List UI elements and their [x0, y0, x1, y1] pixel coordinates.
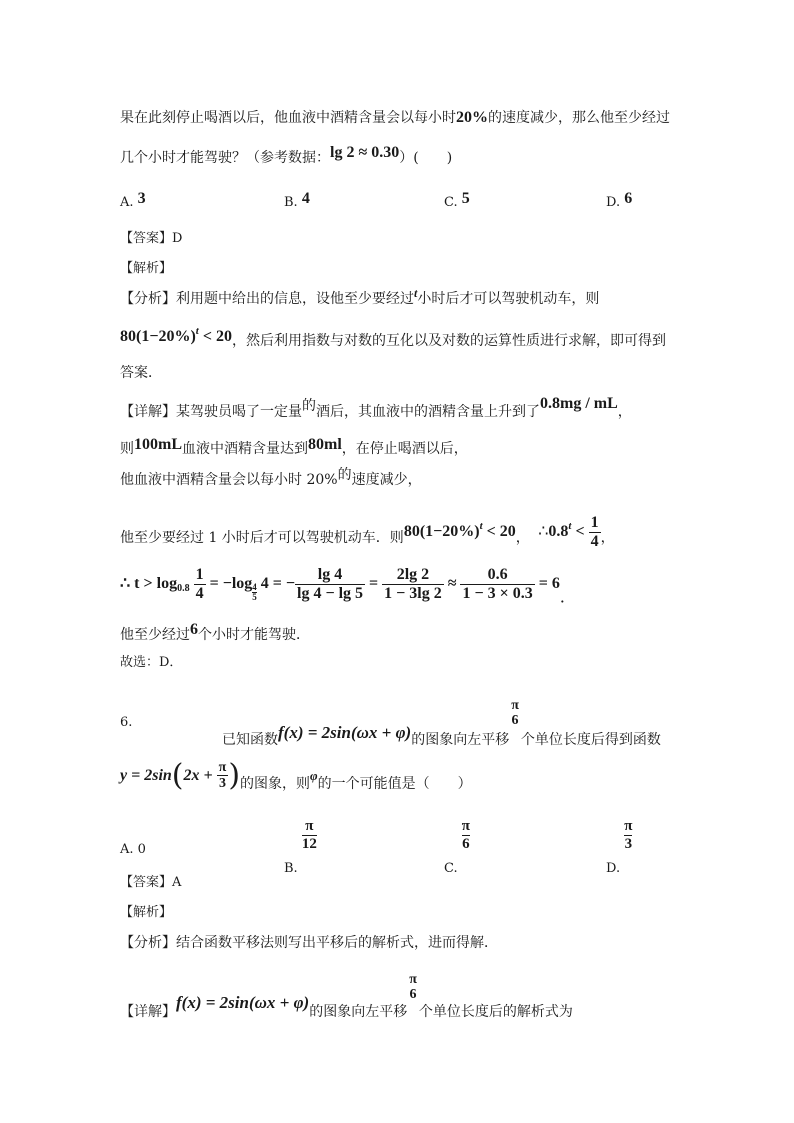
calc-approx: ≈ [443, 574, 461, 592]
function-math: f(x) = 2sin(ωx + φ) [176, 992, 310, 1012]
q6-option-d [606, 818, 633, 876]
option-label: A. [120, 842, 134, 857]
q5-inequality-line [120, 325, 666, 349]
ineq-base: 80(1−20%) [120, 328, 196, 345]
pow-base: 0.8 [548, 522, 569, 540]
q5-stem-line1 [120, 110, 670, 126]
denominator: lg 4 − lg 5 [297, 584, 364, 602]
denominator: 5 [252, 591, 257, 602]
q5-reference-math: lg 2 ≈ 0.30 [330, 144, 400, 161]
text: 的 [337, 467, 352, 483]
numerator: π [218, 760, 227, 775]
option-fraction [302, 818, 317, 852]
ineq-exp: t [195, 325, 199, 337]
denominator: 6 [409, 987, 417, 1003]
q5-stem-line2 [120, 144, 453, 166]
q5-answer: 【答案】D [120, 231, 183, 246]
q6-option-a [120, 842, 146, 857]
q5-calculation [120, 566, 576, 606]
numerator: 1 [195, 566, 204, 583]
numerator: 4 [252, 581, 257, 592]
denominator: 1 − 3lg 2 [384, 584, 442, 602]
power-inequality [538, 514, 600, 550]
q5-fenxi [120, 286, 600, 307]
q6-number: 6. [120, 715, 133, 730]
fraction [217, 760, 229, 792]
q5-option-a [120, 190, 146, 211]
numerator: 0.6 [460, 566, 534, 585]
phi-math: φ [310, 767, 318, 783]
q6-option-b [284, 818, 317, 876]
option-label: D. [606, 861, 621, 876]
ineq-exp: t [479, 519, 483, 532]
y-function-math: y = 2sin [120, 766, 172, 784]
text: ， [515, 529, 530, 546]
text: 小时后才可以驾驶机动车，则 [417, 291, 600, 307]
text: 血液中酒精含量达到 [182, 441, 308, 457]
denominator: 3 [624, 835, 633, 852]
q5-option-b [284, 190, 310, 211]
q5-stem-text: 几个小时才能驾驶？（参考数据： [120, 150, 330, 166]
text: 的图象向左平移 [309, 1003, 408, 1020]
pi-over-6 [409, 972, 417, 1003]
text: 【详解】某驾驶员喝了一定量 [120, 404, 302, 420]
denominator: 3 [218, 776, 226, 792]
log-base: 0.8 [177, 582, 190, 594]
q6-stem-line1 [222, 698, 661, 748]
numerator: 1 [590, 514, 599, 531]
q5-option-c [444, 190, 470, 211]
q5-stem-text: 的速度减少，那么他至少经过 [488, 110, 670, 126]
q5-rate-math: 20% [456, 109, 488, 126]
pow-lt: < [571, 522, 589, 540]
function-math: f(x) = 2sin(ωx + φ) [278, 722, 412, 742]
text: 个小时才能驾驶． [198, 627, 310, 643]
denominator: 4 [195, 584, 204, 602]
option-label: C. [444, 861, 458, 876]
option-label: B. [284, 195, 298, 210]
q5-inequality-line2: 答案． [120, 365, 162, 381]
therefore-symbol: ∴ [538, 522, 549, 540]
calc-eq: = −log [205, 574, 253, 592]
fraction [589, 514, 601, 550]
text: 个单位长度后的解析式为 [418, 1003, 573, 1020]
text: ， [617, 404, 632, 420]
text: ，然后利用指数与对数的互化以及对数的运算性质进行求解，即可得到 [231, 333, 666, 349]
text: 已知函数 [222, 731, 278, 748]
var-t: t [414, 286, 418, 300]
text: 他至少要经过 1 小时后才可以驾驶机动车．则 [120, 529, 404, 546]
denominator: 12 [301, 835, 317, 852]
volume-math: 100mL [134, 436, 182, 453]
q5-detail-line2 [120, 436, 468, 457]
option-label: C. [444, 195, 458, 210]
calc-eq: 4 = − [256, 574, 295, 592]
fraction [194, 566, 206, 602]
amount-math: 80ml [308, 436, 342, 453]
q6-answer: 【答案】A [120, 875, 182, 890]
option-value: 4 [301, 190, 310, 207]
pow-exp: t [568, 519, 572, 532]
option-label: D. [606, 195, 621, 210]
q6-fenxi: 【分析】结合函数平移法则写出平移后的解析式，进而得解． [120, 935, 498, 951]
q5-stem-text: ）( ) [399, 150, 453, 166]
concentration-math: 0.8mg / mL [540, 395, 618, 412]
fraction [295, 566, 365, 602]
denominator: 1 − 3 × 0.3 [462, 584, 533, 602]
text: 个单位长度后得到函数 [520, 731, 661, 748]
q5-choose: 故选：D． [120, 655, 183, 670]
ineq-base: 80(1−20%) [403, 522, 480, 540]
inequality-math [403, 519, 516, 540]
text: 则 [120, 441, 134, 457]
text: 酒后，其血液中的酒精含量上升到了 [316, 404, 540, 420]
numerator: π [461, 818, 470, 834]
paren-open: ( [171, 757, 184, 793]
denominator: 6 [511, 713, 519, 729]
text: 【分析】利用题中给出的信息，设他至少要经过 [120, 291, 414, 307]
q6-stem-line2 [120, 757, 472, 793]
denominator: 4 [590, 532, 599, 550]
option-fraction [624, 818, 632, 852]
paren-close: ) [228, 757, 241, 793]
option-value: 6 [624, 190, 633, 207]
q5-detail-line3 [120, 467, 422, 488]
text: 他血液中酒精含量会以每小时 20% [120, 472, 338, 488]
pi-over-6 [511, 698, 519, 729]
q6-detail [120, 972, 573, 1020]
numerator: π [409, 972, 417, 987]
q6-option-c [444, 818, 470, 876]
q5-option-d [606, 190, 633, 211]
q5-detail-line4: 他至少要经过 1 小时后才可以驾驶机动车．则$80(1-20\%)^t < 20$， $\therefore 0.8^t$ < $\frac{1}{4}$ ， [120, 514, 615, 550]
option-label: B. [284, 861, 298, 876]
q5-stem-text: 果在此刻停止喝酒以后，他血液中酒精含量会以每小时 [120, 110, 456, 126]
calc-dot: ． [559, 588, 576, 606]
numerator: lg 4 [295, 566, 365, 585]
ineq-rhs: < 20 [198, 328, 232, 345]
text: 的图象向左平移 [411, 731, 510, 748]
text: 他至少经过 [120, 627, 190, 643]
text: ，在停止喝酒以后， [341, 441, 468, 457]
q6-analysis-heading: 【解析】 [120, 905, 173, 920]
inequality-math [120, 325, 232, 345]
option-fraction [462, 818, 470, 852]
calc-eq: = [365, 574, 383, 592]
option-value: 3 [137, 190, 146, 207]
fraction [460, 566, 534, 602]
q5-analysis-heading: 【解析】 [120, 261, 173, 276]
numerator: 2lg 2 [382, 566, 444, 585]
conclusion-math: 6 [190, 621, 198, 638]
text: 的一个可能值是（ ） [317, 775, 472, 792]
option-label: A. [120, 195, 134, 210]
fraction [382, 566, 444, 602]
y-inner: 2x + [183, 766, 217, 784]
numerator: π [302, 818, 317, 836]
calc-t: ∴ t > log [120, 574, 178, 592]
text: 速度减少， [351, 472, 422, 488]
option-value: 0 [137, 842, 146, 857]
text: 的图象，则 [240, 775, 311, 792]
option-value: 5 [461, 190, 470, 207]
q5-conclusion [120, 621, 310, 643]
ineq-rhs: < 20 [482, 522, 516, 540]
text: 【详解】 [120, 1003, 176, 1020]
numerator: π [624, 818, 633, 834]
numerator: π [511, 698, 519, 713]
calc-result: = 6 [534, 574, 560, 592]
denominator: 6 [462, 835, 470, 852]
text: 的 [302, 398, 316, 414]
q5-detail-line1 [120, 395, 632, 420]
